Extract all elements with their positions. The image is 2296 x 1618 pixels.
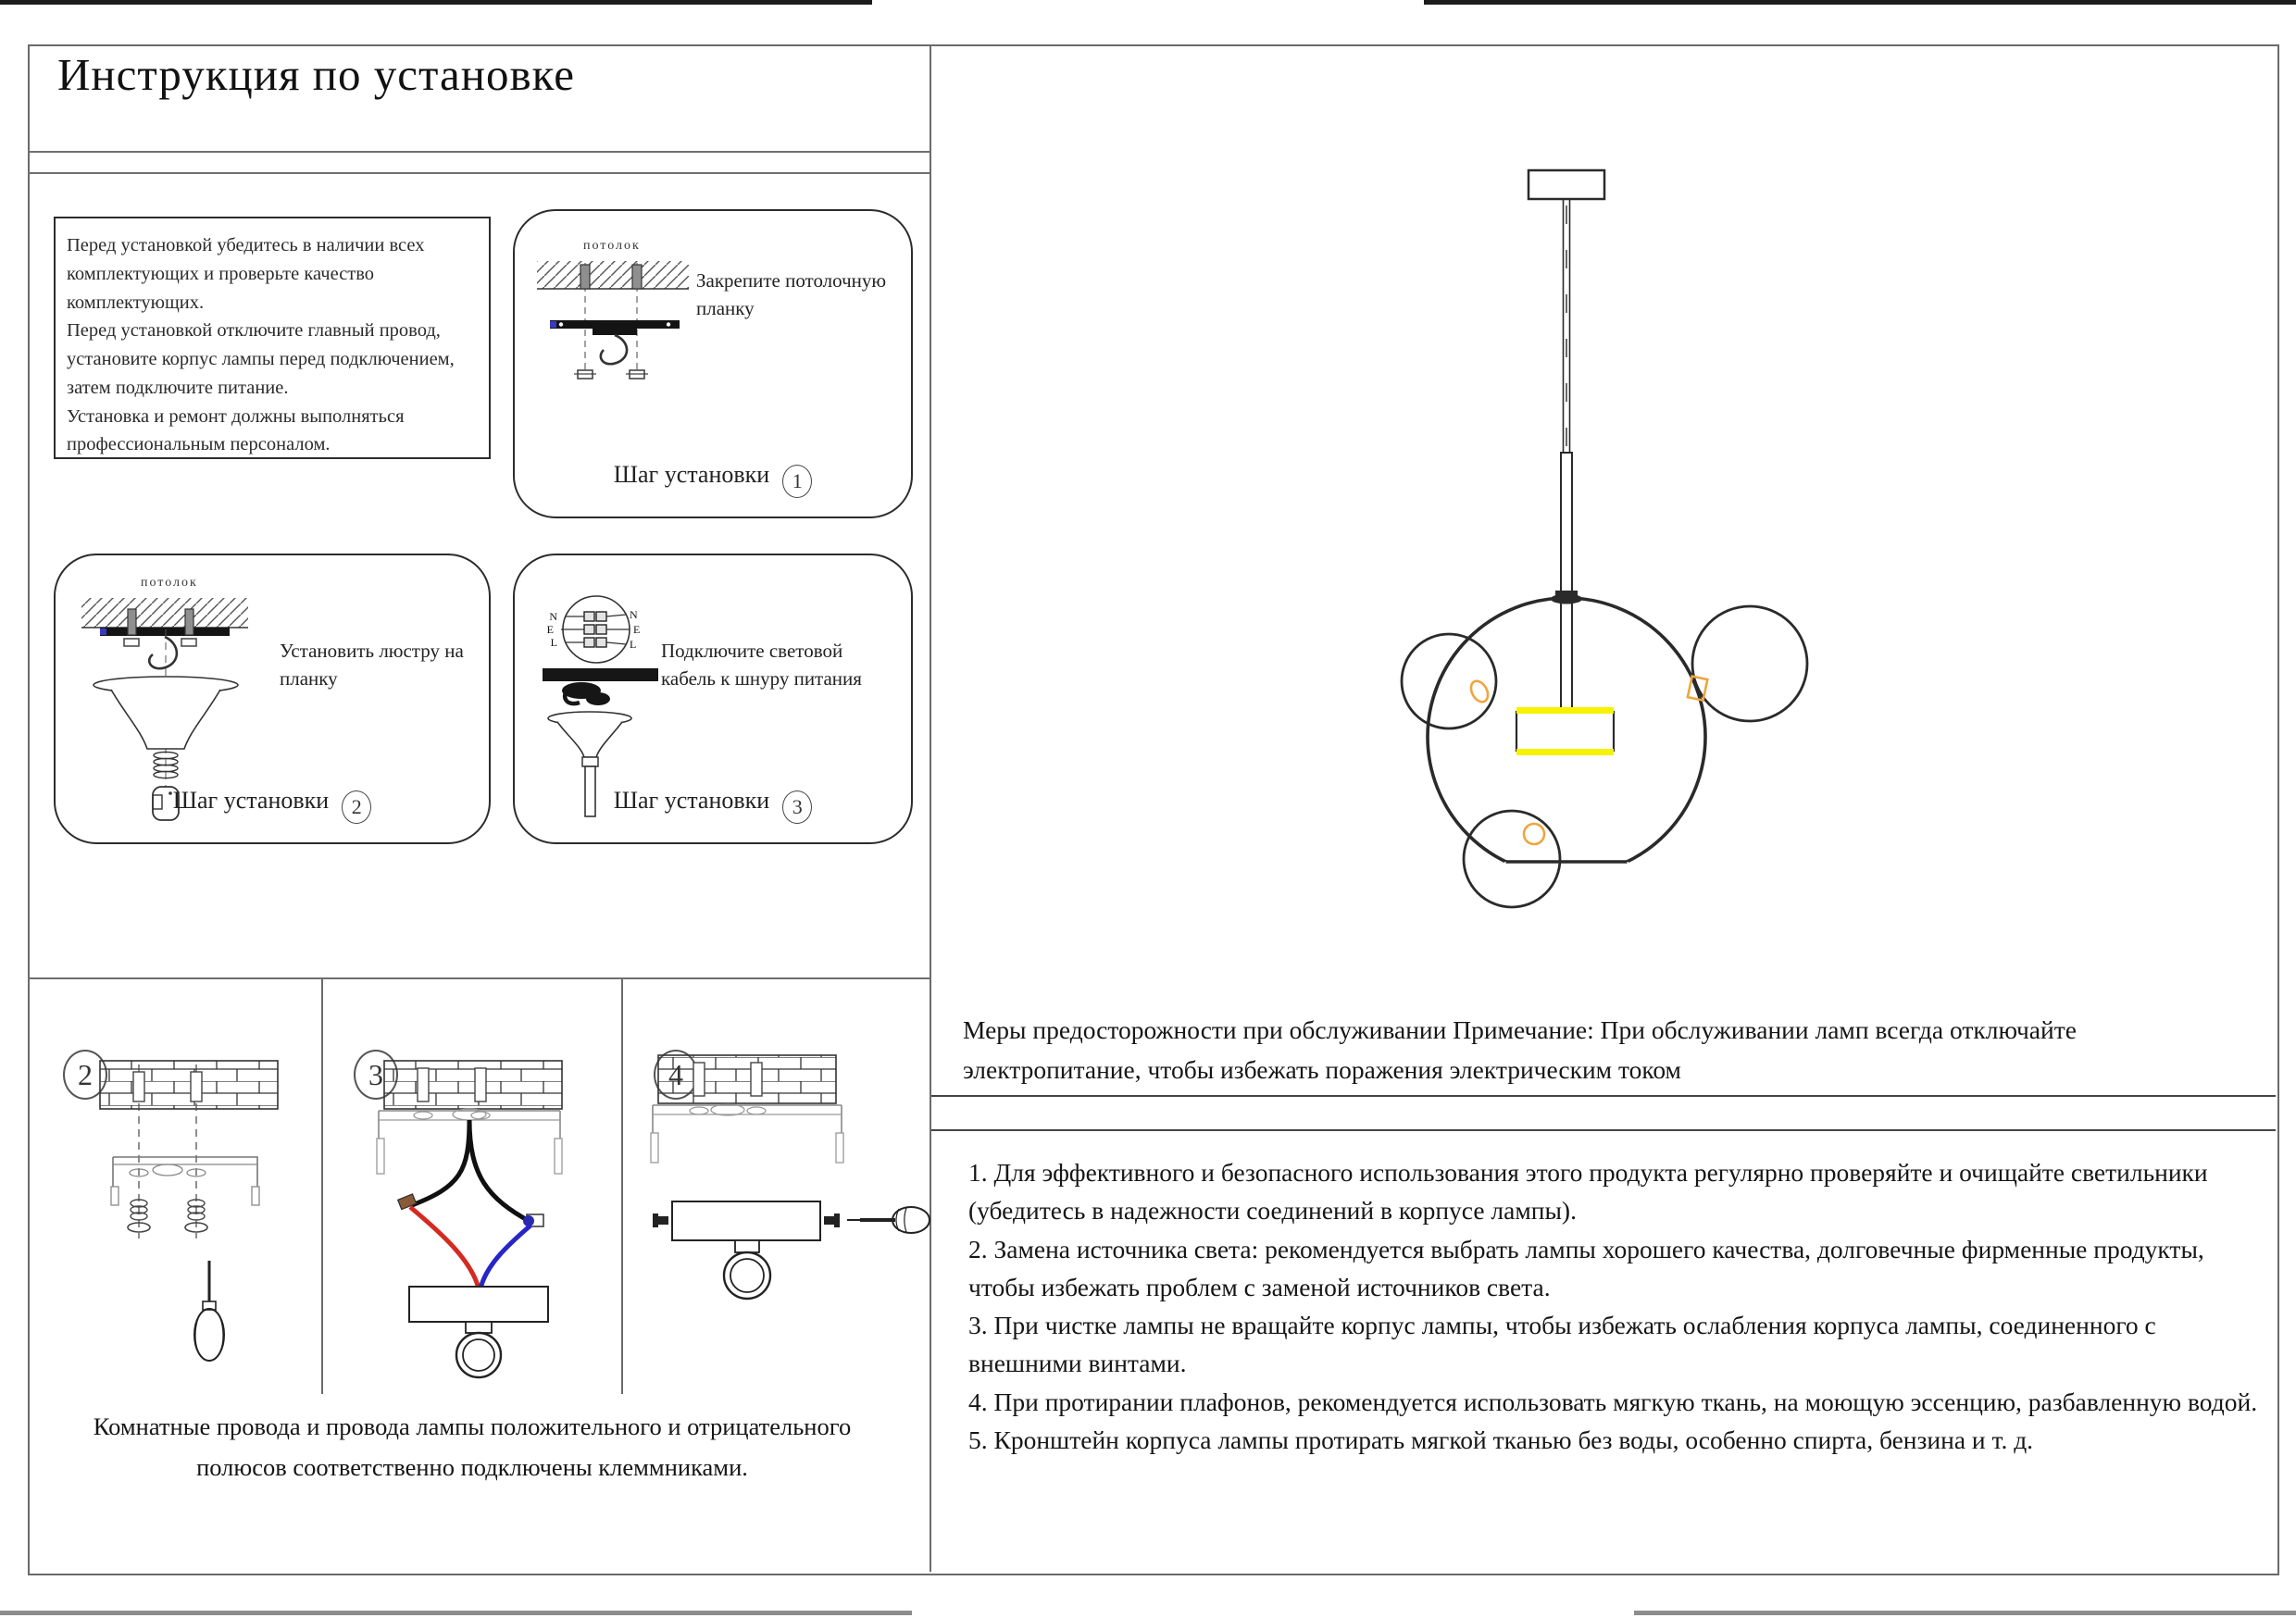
ring-mount [735, 1240, 759, 1252]
ceiling-label: потолок [583, 239, 641, 253]
intro-paragraph: Перед установкой убедитесь в наличии всех комплектующих и проверьте качество комплектующих. [67, 235, 425, 313]
right-section-divider-2 [931, 1129, 2276, 1131]
step-box-1 [513, 209, 913, 518]
panel2-wall-screws-illustration [37, 1009, 319, 1398]
led-band-top [1516, 707, 1614, 714]
crop-mark-bottom-left [0, 1611, 912, 1615]
lamp-canopy [409, 1287, 548, 1322]
left-section-divider [28, 977, 931, 979]
mounting-bracket [651, 1104, 843, 1163]
page-title: Инструкция по установке [57, 49, 575, 100]
step-footer [56, 787, 489, 824]
glass-bubble-upper-right [1692, 606, 1807, 721]
led-module [1516, 707, 1614, 755]
mounting-bracket [111, 1157, 259, 1205]
suspension-cable [1564, 199, 1570, 453]
step-number: 1 [782, 465, 812, 498]
intro-paragraph: Перед установкой отключите главный провод, установите корпус лампы перед подключением, затем подключите питание. [67, 320, 455, 398]
screwdriver [194, 1261, 224, 1361]
step-box-2 [54, 554, 491, 844]
mounting-bar [100, 628, 230, 636]
intro-paragraph: Установка и ремонт должны выполняться профессиональным персоналом. [67, 405, 405, 455]
canopy-bell [111, 690, 220, 749]
terminal-label-n: N [630, 608, 638, 621]
hook [149, 637, 177, 668]
accent-ellipse [1467, 678, 1491, 705]
side-screw [653, 1214, 668, 1227]
crop-mark-top-right [1424, 0, 2296, 5]
ceiling-plate [1529, 170, 1604, 199]
glass-bubble-upper-left [1402, 634, 1496, 728]
wall-anchor [418, 1068, 429, 1101]
step-number: 2 [342, 790, 371, 824]
brick-wall [658, 1055, 836, 1103]
step-caption: Установить люстру на планку [280, 640, 464, 691]
care-instructions [968, 1153, 2261, 1459]
bubble-collar [1551, 594, 1582, 604]
step-footer [515, 461, 911, 498]
mains-wire [412, 1120, 469, 1205]
terminal-label-e: E [546, 623, 554, 636]
panel3-wiring-illustration [321, 1009, 621, 1398]
step-label: Шаг установки [172, 787, 330, 814]
crop-mark-bottom-right [1634, 1611, 2296, 1615]
wall-anchor [133, 1072, 144, 1101]
step-box-3 [513, 554, 913, 844]
step-footer [515, 787, 911, 824]
wall-anchor [191, 1072, 202, 1101]
hook [601, 335, 627, 364]
screw [580, 265, 590, 289]
ceiling-hatch [81, 598, 248, 628]
pendant-lamp-drawing [930, 44, 2277, 981]
glass-bubble-lower-left [1464, 811, 1560, 907]
screw [128, 609, 136, 635]
crop-mark-top-left [0, 0, 872, 5]
panel4-canopy-illustration [621, 1009, 930, 1398]
step-caption: Подключите световой кабель к шнуру питания [661, 640, 862, 691]
step1-bracket-illustration [533, 254, 718, 420]
care-item: 4. При протирании плафонов, рекомендуется использовать мягкую ткань, на моющую эссенцию, разбавленную водой. [968, 1387, 2258, 1416]
screwdriver [847, 1207, 930, 1233]
screw [185, 609, 193, 635]
terminal-label-l: L [550, 636, 557, 649]
intro-text-box [54, 217, 491, 459]
mounting-bar [550, 320, 680, 329]
step-label: Шаг установки [613, 787, 770, 814]
wiring-note: Комнатные провода и провода лампы положительного и отрицательного полюсов соответственно подключены клеммниками. [93, 1413, 852, 1481]
mounting-bar [543, 668, 658, 681]
wall-anchor [693, 1063, 705, 1096]
step-caption: Закрепите потолочную планку [696, 269, 887, 320]
step-number: 3 [782, 790, 812, 824]
mains-wire [469, 1120, 530, 1222]
ceiling-hatch [537, 261, 689, 289]
care-item: 1. Для эффективного и безопасного использования этого продукта регулярно проверяйте и очищайте светильники (убедитесь в надежности соединений в корпусе лампы). [968, 1158, 2208, 1226]
wall-anchor [475, 1068, 486, 1101]
care-item: 3. При чистке лампы не вращайте корпус лампы, чтобы избежать ослабления корпуса лампы, соединенного с внешними винтами. [968, 1311, 2156, 1378]
screw [632, 265, 642, 289]
wall-anchor [751, 1063, 762, 1096]
side-screw [824, 1214, 840, 1227]
nut [124, 639, 139, 646]
ceiling-label: потолок [141, 576, 198, 590]
positive-wire [410, 1207, 479, 1288]
accent-circle [1524, 824, 1544, 844]
maintenance-note: Меры предосторожности при обслуживании Примечание: При обслуживании ламп всегда отключайте электропитание, чтобы избежать поражения электрическим током [963, 1015, 2077, 1084]
nut [181, 639, 196, 646]
care-item: 5. Кронштейн корпуса лампы протирать мягкой тканью без воды, особенно спирта, бензина и т. д. [968, 1425, 2034, 1454]
canopy-bell [557, 722, 622, 757]
brick-wall [384, 1061, 562, 1109]
lamp-canopy [672, 1201, 820, 1240]
right-section-divider-1 [931, 1095, 2276, 1097]
step-label: Шаг установки [613, 461, 770, 488]
terminal-label-n: N [549, 610, 557, 623]
care-item: 2. Замена источника света: рекомендуется выбрать лампы хорошего качества, долговечные фирменные продукты, чтобы избежать проблем с заменой источников света. [968, 1234, 2204, 1301]
panel-number-3: 3 [354, 1050, 398, 1100]
led-band-bottom [1516, 749, 1614, 755]
panel-number-2: 2 [63, 1050, 107, 1100]
ring-mount [466, 1322, 492, 1333]
title-rule-2 [28, 172, 931, 174]
terminal-label-l: L [630, 638, 637, 651]
title-rule-1 [28, 151, 931, 153]
negative-wire [480, 1226, 530, 1288]
terminal-label-e: E [633, 623, 641, 636]
stem-tube [1561, 453, 1572, 710]
brick-wall [100, 1061, 278, 1109]
